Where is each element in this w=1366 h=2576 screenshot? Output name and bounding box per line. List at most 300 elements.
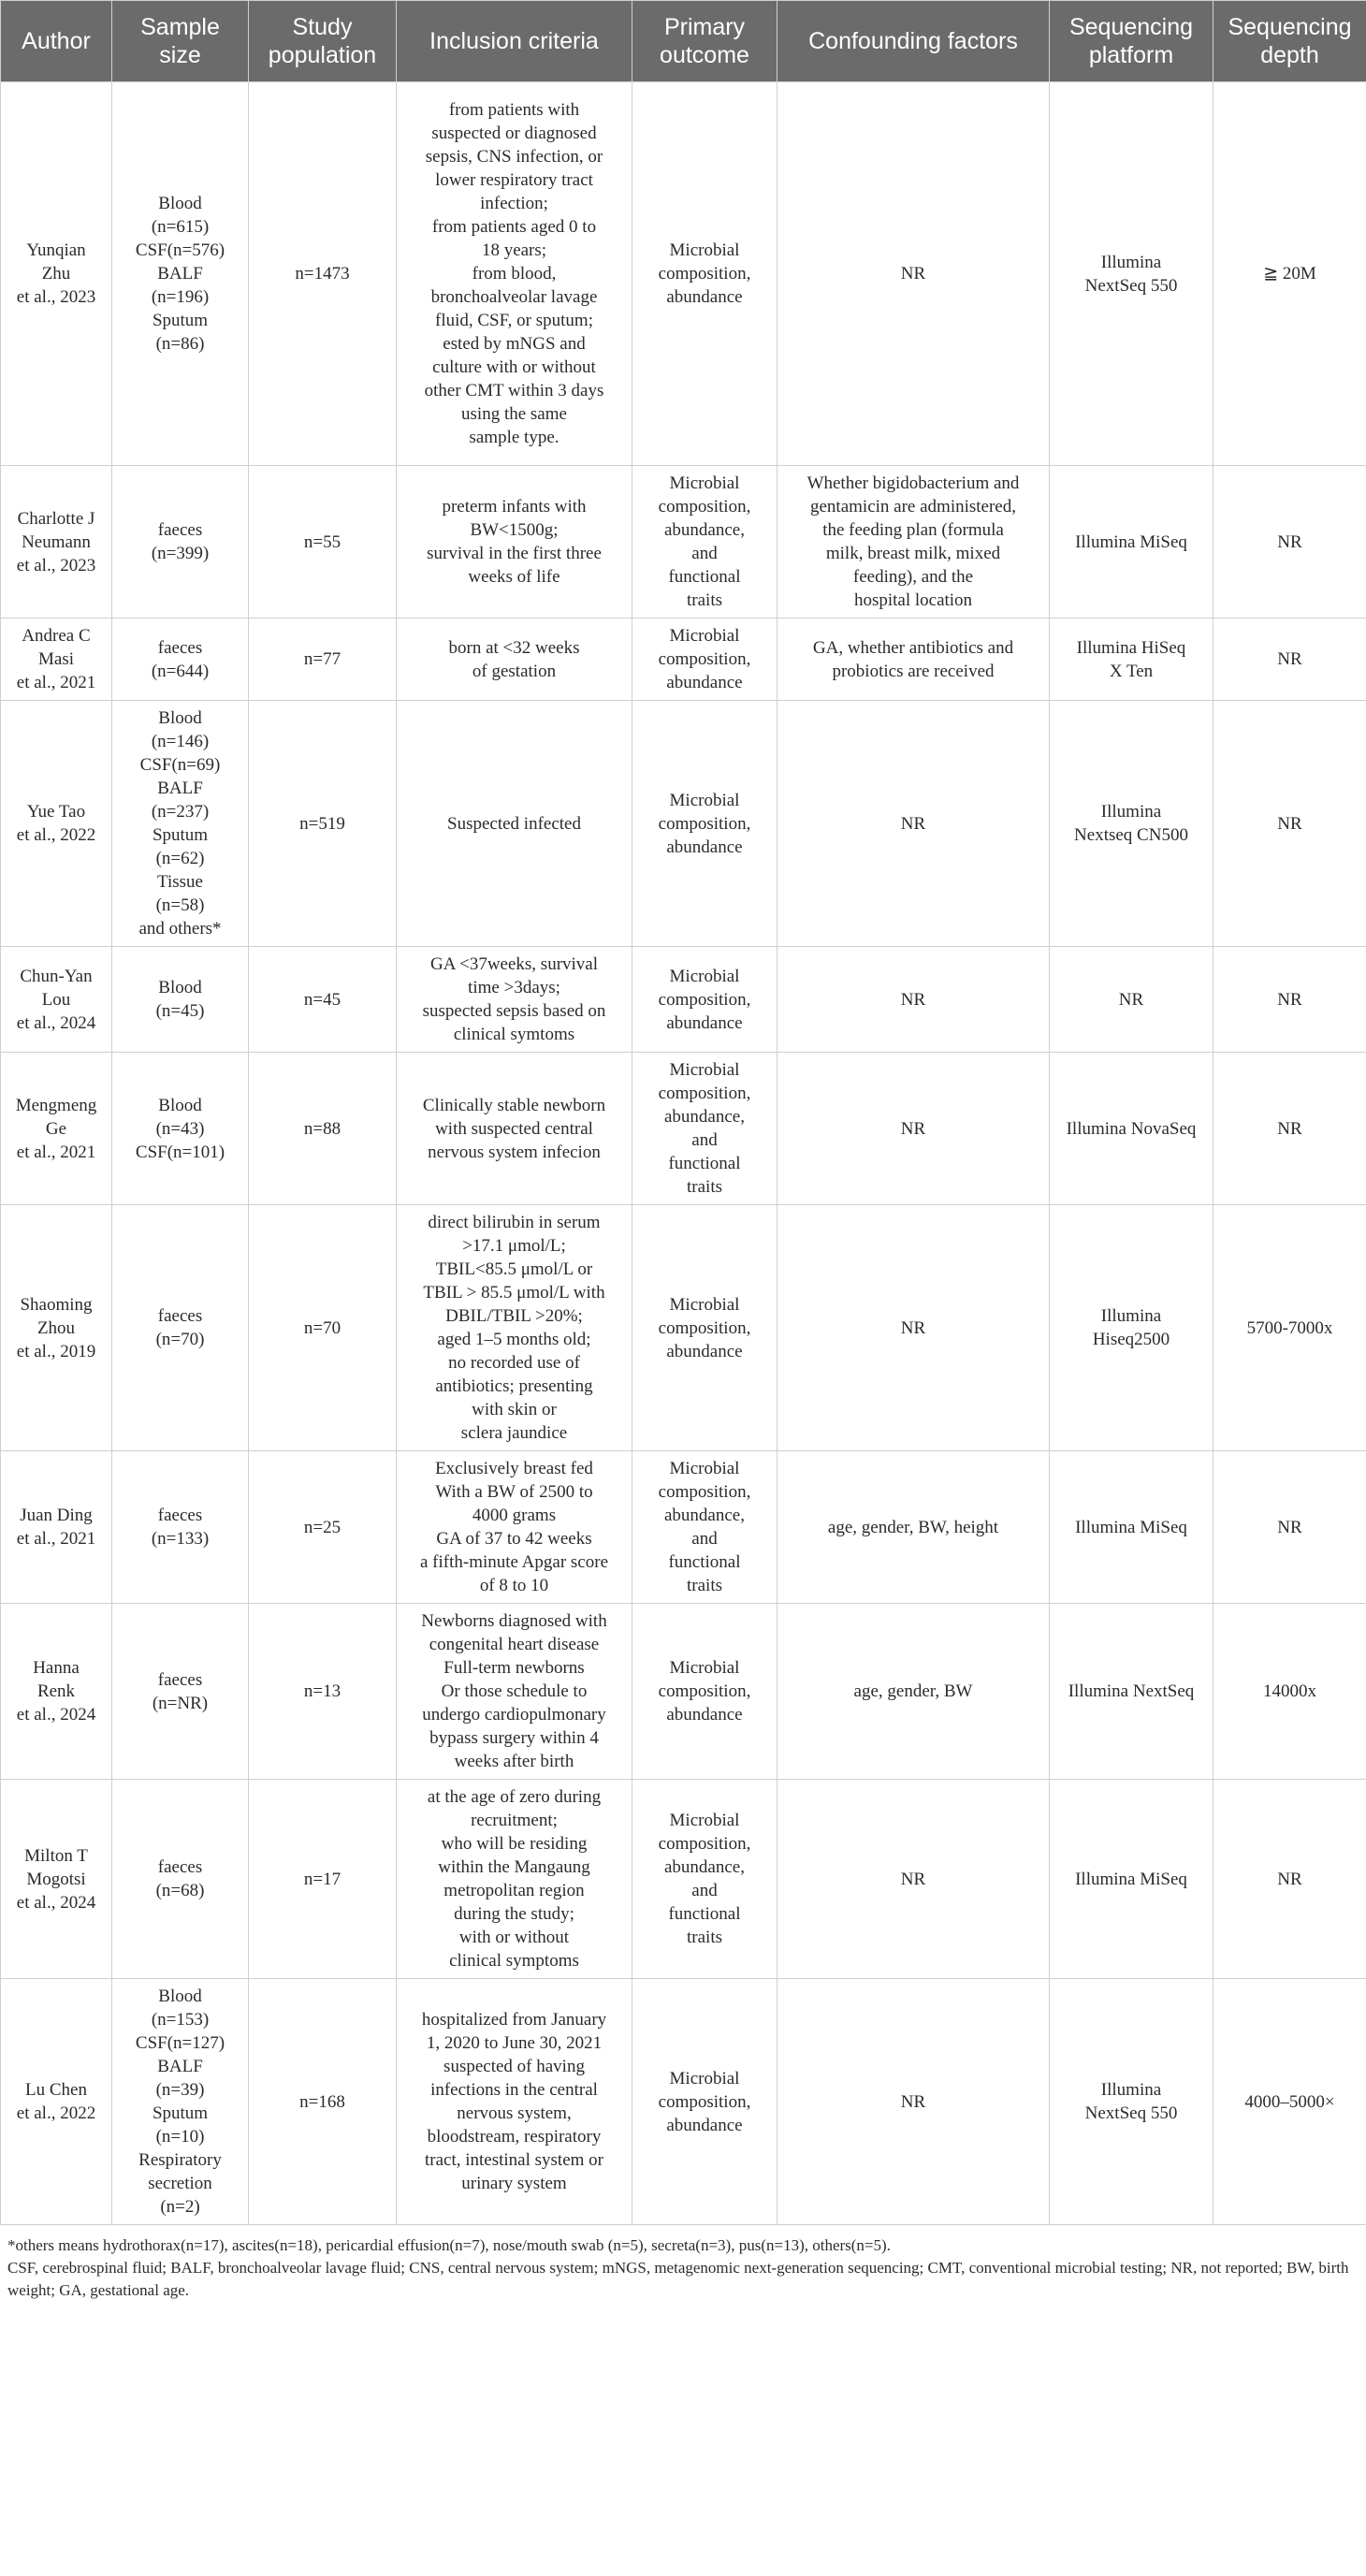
criteria-line: 4000 grams — [472, 1506, 557, 1525]
author-line: Yue Tao — [26, 802, 86, 822]
platform-line: Hiseq2500 — [1092, 1330, 1170, 1349]
criteria-line: bronchoalveolar lavage — [430, 287, 598, 307]
primary-outcome-cell — [632, 619, 777, 701]
outcome-line: Microbial — [669, 240, 740, 260]
sample-line: and others* — [138, 919, 222, 939]
outcome-line: and — [691, 544, 718, 563]
sequencing-platform-cell — [1050, 1604, 1213, 1780]
confounding-line: NR — [900, 1317, 926, 1338]
sample-line: faeces — [157, 1669, 203, 1690]
confounding-line: NR — [900, 1118, 926, 1139]
confounding-line: Whether bigidobacterium and — [807, 473, 1020, 493]
author-line: et al., 2021 — [16, 673, 96, 692]
outcome-line: Microbial — [669, 1294, 740, 1315]
outcome-line: composition, — [658, 1084, 751, 1103]
author-cell — [1, 1604, 112, 1780]
author-line: et al., 2023 — [16, 555, 96, 575]
criteria-line: undergo cardiopulmonary — [422, 1705, 606, 1725]
table-row — [1, 82, 1366, 466]
header-sequencing-platform: Sequencing platform — [1050, 1, 1213, 82]
criteria-line: TBIL > 85.5 μmol/L with — [423, 1283, 605, 1303]
depth-line: NR — [1277, 1118, 1302, 1139]
outcome-line: composition, — [658, 1317, 751, 1338]
confounding-line: NR — [900, 2091, 926, 2112]
criteria-line: preterm infants with — [442, 497, 587, 517]
platform-line: NextSeq 550 — [1084, 2103, 1178, 2123]
criteria-line: BW<1500g; — [470, 520, 559, 540]
table-row — [1, 1979, 1366, 2225]
author-cell — [1, 1205, 112, 1451]
confounding-factors-cell — [777, 466, 1050, 619]
criteria-line: hospitalized from January — [421, 2010, 607, 2030]
sequencing-depth-cell — [1213, 1604, 1366, 1780]
outcome-line: composition, — [658, 989, 751, 1010]
criteria-line: with or without — [458, 1928, 570, 1947]
platform-line: Illumina — [1100, 252, 1162, 272]
platform-line: Illumina MiSeq — [1075, 531, 1187, 552]
outcome-line: traits — [687, 1576, 722, 1595]
criteria-line: Full-term newborns — [443, 1658, 585, 1678]
criteria-line: aged 1–5 months old; — [437, 1330, 591, 1349]
author-cell — [1, 1053, 112, 1205]
confounding-line: probiotics are received — [832, 661, 995, 681]
table-row — [1, 1604, 1366, 1780]
outcome-line: abundance — [666, 837, 743, 857]
author-cell — [1, 1780, 112, 1979]
study-population-cell: n=519 — [249, 701, 397, 947]
sample-line: CSF(n=101) — [135, 1142, 225, 1162]
outcome-line: composition, — [658, 649, 751, 669]
sample-line: (n=68) — [155, 1881, 205, 1900]
sample-size-cell — [112, 1780, 249, 1979]
author-line: Hanna — [33, 1658, 80, 1678]
criteria-line: Exclusively breast fed — [435, 1459, 593, 1478]
criteria-line: who will be residing — [441, 1834, 588, 1854]
sample-line: BALF — [157, 264, 203, 284]
author-line: Shaoming — [20, 1294, 93, 1315]
author-cell — [1, 619, 112, 701]
sample-line: (n=NR) — [152, 1693, 209, 1713]
sequencing-platform-cell — [1050, 947, 1213, 1053]
study-population-cell: n=55 — [249, 466, 397, 619]
outcome-line: Microbial — [669, 1060, 740, 1080]
sample-size-cell — [112, 1451, 249, 1604]
author-line: et al., 2021 — [16, 1529, 96, 1549]
outcome-line: composition, — [658, 2091, 751, 2112]
criteria-line: sepsis, CNS infection, or — [425, 147, 603, 167]
criteria-line: at the age of zero during — [427, 1787, 602, 1807]
criteria-line: weeks of life — [468, 567, 560, 587]
sample-size-cell — [112, 1979, 249, 2225]
table-row — [1, 701, 1366, 947]
platform-line: NextSeq 550 — [1084, 275, 1178, 296]
outcome-line: functional — [668, 1904, 741, 1924]
outcome-line: Microbial — [669, 1459, 740, 1478]
criteria-line: from patients with — [448, 100, 580, 120]
criteria-line: clinical symtoms — [453, 1025, 575, 1044]
author-line: Andrea C — [22, 626, 91, 646]
outcome-line: Microbial — [669, 1811, 740, 1830]
outcome-line: traits — [687, 590, 722, 610]
sample-line: (n=615) — [151, 217, 210, 237]
criteria-line: during the study; — [454, 1904, 574, 1924]
study-population-cell: n=45 — [249, 947, 397, 1053]
author-cell — [1, 82, 112, 466]
outcome-line: abundance, — [664, 1107, 745, 1127]
author-line: et al., 2022 — [16, 825, 96, 845]
confounding-factors-cell — [777, 82, 1050, 466]
confounding-line: GA, whether antibiotics and — [812, 637, 1014, 658]
sample-line: (n=644) — [151, 661, 210, 681]
outcome-line: Microbial — [669, 966, 740, 986]
study-population-cell: n=13 — [249, 1604, 397, 1780]
depth-line: NR — [1277, 813, 1302, 834]
confounding-line: gentamicin are administered, — [810, 497, 1016, 517]
author-line: Juan Ding — [20, 1506, 93, 1525]
sample-line: (n=133) — [151, 1529, 210, 1549]
author-line: Zhou — [36, 1317, 76, 1338]
platform-line: Illumina — [1100, 802, 1162, 822]
sample-line: (n=10) — [155, 2127, 205, 2147]
sequencing-depth-cell — [1213, 619, 1366, 701]
sequencing-platform-cell — [1050, 1451, 1213, 1604]
author-line: et al., 2024 — [16, 1012, 96, 1033]
sample-line: faeces — [157, 1857, 203, 1877]
sample-line: CSF(n=576) — [135, 240, 225, 260]
author-cell — [1, 947, 112, 1053]
sample-line: Tissue — [157, 872, 203, 892]
sequencing-platform-cell — [1050, 1205, 1213, 1451]
criteria-line: antibiotics; presenting — [435, 1376, 593, 1396]
outcome-line: traits — [687, 1928, 722, 1947]
author-line: et al., 2021 — [16, 1142, 96, 1162]
author-line: Charlotte J — [17, 508, 95, 529]
sample-line: CSF(n=127) — [135, 2033, 225, 2053]
platform-line: X Ten — [1109, 661, 1154, 681]
inclusion-criteria-cell — [397, 947, 632, 1053]
criteria-line: of 8 to 10 — [479, 1576, 549, 1595]
criteria-line: no recorded use of — [448, 1353, 580, 1373]
criteria-line: infections in the central — [430, 2080, 598, 2100]
criteria-line: metropolitan region — [443, 1881, 585, 1900]
criteria-line: culture with or without — [432, 357, 596, 377]
confounding-factors-cell — [777, 1979, 1050, 2225]
sample-line: (n=2) — [160, 2197, 200, 2217]
table-row — [1, 1053, 1366, 1205]
criteria-line: urinary system — [461, 2174, 567, 2193]
criteria-line: with suspected central — [435, 1118, 593, 1139]
confounding-factors-cell — [777, 1451, 1050, 1604]
author-line: Lu Chen — [25, 2080, 87, 2100]
outcome-line: functional — [668, 1154, 741, 1173]
depth-line: NR — [1277, 989, 1302, 1010]
criteria-line: other CMT within 3 days — [424, 381, 604, 400]
sample-line: (n=237) — [151, 802, 210, 822]
outcome-line: abundance, — [664, 1506, 745, 1525]
confounding-line: NR — [900, 989, 926, 1010]
outcome-line: and — [691, 1881, 718, 1900]
sample-line: Sputum — [152, 311, 209, 330]
study-population-cell: n=25 — [249, 1451, 397, 1604]
sample-line: Respiratory — [138, 2150, 222, 2170]
outcome-line: abundance — [666, 673, 743, 692]
author-line: Renk — [36, 1681, 76, 1701]
sequencing-platform-cell — [1050, 82, 1213, 466]
criteria-line: bypass surgery within 4 — [429, 1728, 599, 1748]
platform-line: NR — [1118, 989, 1144, 1010]
criteria-line: of gestation — [472, 661, 557, 681]
criteria-line: direct bilirubin in serum — [428, 1213, 601, 1232]
author-line: Chun-Yan — [20, 966, 93, 986]
confounding-line: age, gender, BW, height — [827, 1517, 999, 1537]
sample-line: Blood — [158, 1095, 202, 1115]
primary-outcome-cell — [632, 947, 777, 1053]
study-population-cell: n=1473 — [249, 82, 397, 466]
confounding-line: NR — [900, 1869, 926, 1889]
outcome-line: abundance — [666, 287, 743, 307]
criteria-line: survival in the first three — [427, 544, 602, 563]
author-cell — [1, 466, 112, 619]
confounding-line: feeding), and the — [852, 567, 974, 587]
outcome-line: composition, — [658, 1681, 751, 1701]
platform-line: Illumina NovaSeq — [1066, 1118, 1197, 1139]
confounding-factors-cell — [777, 1205, 1050, 1451]
author-line: et al., 2019 — [16, 1341, 96, 1361]
sequencing-depth-cell — [1213, 466, 1366, 619]
criteria-line: infection; — [480, 194, 548, 213]
confounding-factors-cell — [777, 619, 1050, 701]
primary-outcome-cell — [632, 1053, 777, 1205]
sample-line: Sputum — [152, 2103, 209, 2123]
outcome-line: abundance, — [664, 1857, 745, 1877]
sample-line: Sputum — [152, 825, 209, 845]
outcome-line: traits — [687, 1177, 722, 1197]
criteria-line: from blood, — [472, 264, 557, 284]
sequencing-depth-cell — [1213, 701, 1366, 947]
confounding-factors-cell — [777, 1780, 1050, 1979]
outcome-line: composition, — [658, 264, 751, 284]
depth-line: 14000x — [1263, 1681, 1316, 1701]
table-footnotes — [0, 2225, 1366, 2302]
sequencing-depth-cell — [1213, 1979, 1366, 2225]
sample-line: faeces — [157, 520, 203, 540]
sample-line: (n=153) — [151, 2010, 210, 2030]
platform-line: Illumina — [1100, 1306, 1162, 1326]
table-row — [1, 1205, 1366, 1451]
author-cell — [1, 1979, 112, 2225]
study-population-cell: n=168 — [249, 1979, 397, 2225]
header-sequencing-depth: Sequencing depth — [1213, 1, 1366, 82]
primary-outcome-cell — [632, 701, 777, 947]
outcome-line: Microbial — [669, 790, 740, 810]
sequencing-platform-cell — [1050, 466, 1213, 619]
sequencing-platform-cell — [1050, 1053, 1213, 1205]
sample-line: BALF — [157, 2057, 203, 2076]
sample-line: (n=86) — [155, 334, 205, 354]
author-line: et al., 2024 — [16, 1892, 96, 1913]
criteria-line: recruitment; — [471, 1811, 558, 1830]
criteria-line: 18 years; — [481, 240, 547, 260]
sample-line: (n=196) — [151, 287, 210, 307]
criteria-line: time >3days; — [468, 978, 560, 997]
confounding-line: NR — [900, 813, 926, 834]
sample-size-cell — [112, 1205, 249, 1451]
outcome-line: Microbial — [669, 473, 740, 493]
sequencing-platform-cell — [1050, 701, 1213, 947]
criteria-line: within the Mangaung — [438, 1857, 590, 1877]
outcome-line: Microbial — [669, 1658, 740, 1678]
sample-size-cell — [112, 701, 249, 947]
criteria-line: bloodstream, respiratory — [427, 2127, 602, 2147]
author-line: et al., 2022 — [16, 2103, 96, 2123]
outcome-line: abundance — [666, 1341, 743, 1361]
footnote-others: *others means hydrothorax(n=17), ascites(n=18), pericardial effusion(n=7), nose/mouth swab (n=5), secreta(n=3), pus(n=13), others(n=5). — [7, 2236, 891, 2254]
author-line: et al., 2024 — [16, 1705, 96, 1725]
primary-outcome-cell — [632, 1205, 777, 1451]
criteria-line: a fifth-minute Apgar score — [419, 1552, 608, 1572]
criteria-line: Or those schedule to — [441, 1681, 588, 1701]
criteria-line: 1, 2020 to June 30, 2021 — [426, 2033, 603, 2053]
author-line: Ge — [45, 1118, 67, 1139]
study-population-cell: n=77 — [249, 619, 397, 701]
primary-outcome-cell — [632, 1604, 777, 1780]
primary-outcome-cell — [632, 1979, 777, 2225]
sample-size-cell — [112, 947, 249, 1053]
outcome-line: composition, — [658, 1834, 751, 1854]
outcome-line: functional — [668, 1552, 741, 1572]
table-body — [1, 82, 1366, 2225]
criteria-line: lower respiratory tract — [435, 170, 593, 190]
criteria-line: with skin or — [472, 1400, 557, 1419]
depth-line: ≧ 20M — [1263, 264, 1316, 284]
platform-line: Illumina HiSeq — [1076, 637, 1186, 658]
confounding-line: age, gender, BW — [853, 1681, 973, 1701]
sequencing-depth-cell — [1213, 1053, 1366, 1205]
platform-line: Nextseq CN500 — [1074, 825, 1188, 845]
author-line: Mengmeng — [15, 1095, 97, 1115]
author-line: Milton T — [24, 1845, 88, 1866]
footnote-abbreviations: CSF, cerebrospinal fluid; BALF, bronchoalveolar lavage fluid; CNS, central nervous system; mNGS, metagenomic next-generation sequencing; CMT, conventional microbial testing; NR, not reported; BW, birth weight; GA, gestational age. — [7, 2259, 1349, 2299]
sequencing-depth-cell — [1213, 1780, 1366, 1979]
inclusion-criteria-cell — [397, 1780, 632, 1979]
outcome-line: abundance — [666, 1012, 743, 1033]
platform-line: Illumina — [1100, 2080, 1162, 2100]
criteria-line: sample type. — [469, 428, 559, 447]
depth-line: NR — [1277, 1869, 1302, 1889]
header-inclusion-criteria: Inclusion criteria — [397, 1, 632, 82]
header-row — [1, 1, 1366, 82]
confounding-line: hospital location — [853, 590, 973, 610]
primary-outcome-cell — [632, 1780, 777, 1979]
platform-line: Illumina NextSeq — [1068, 1681, 1195, 1701]
sample-line: CSF(n=69) — [139, 755, 221, 775]
study-population-cell: n=88 — [249, 1053, 397, 1205]
outcome-line: and — [691, 1529, 718, 1549]
sample-size-cell — [112, 619, 249, 701]
criteria-line: >17.1 μmol/L; — [462, 1236, 566, 1256]
criteria-line: nervous system infecion — [428, 1142, 601, 1162]
header-primary-outcome: Primary outcome — [632, 1, 777, 82]
confounding-factors-cell — [777, 701, 1050, 947]
inclusion-criteria-cell — [397, 701, 632, 947]
outcome-line: abundance — [666, 2115, 743, 2135]
inclusion-criteria-cell — [397, 619, 632, 701]
criteria-line: With a BW of 2500 to — [435, 1482, 593, 1502]
sequencing-depth-cell — [1213, 82, 1366, 466]
sample-size-cell — [112, 466, 249, 619]
confounding-factors-cell — [777, 1604, 1050, 1780]
criteria-line: using the same — [461, 404, 567, 424]
confounding-line: NR — [900, 264, 926, 284]
outcome-line: composition, — [658, 813, 751, 834]
header-author: Author — [1, 1, 112, 82]
outcome-line: and — [691, 1130, 718, 1150]
sample-line: secretion — [148, 2174, 212, 2193]
sample-line: BALF — [157, 779, 203, 798]
author-line: Mogotsi — [26, 1869, 86, 1889]
inclusion-criteria-cell — [397, 1053, 632, 1205]
criteria-line: born at <32 weeks — [448, 637, 580, 658]
sample-size-cell — [112, 82, 249, 466]
criteria-line: weeks after birth — [454, 1752, 574, 1771]
sample-line: (n=70) — [155, 1330, 205, 1349]
inclusion-criteria-cell — [397, 1979, 632, 2225]
sample-line: (n=399) — [151, 544, 210, 563]
author-line: Yunqian — [26, 240, 86, 260]
author-line: Zhu — [41, 264, 71, 284]
confounding-factors-cell — [777, 1053, 1050, 1205]
inclusion-criteria-cell — [397, 1604, 632, 1780]
study-population-cell: n=17 — [249, 1780, 397, 1979]
criteria-line: Suspected infected — [447, 813, 581, 834]
author-line: Neumann — [22, 531, 91, 552]
inclusion-criteria-cell — [397, 82, 632, 466]
study-population-cell: n=70 — [249, 1205, 397, 1451]
sample-size-cell — [112, 1053, 249, 1205]
primary-outcome-cell — [632, 82, 777, 466]
sample-line: (n=146) — [151, 732, 210, 751]
criteria-line: sclera jaundice — [460, 1423, 568, 1443]
depth-line: NR — [1277, 649, 1302, 669]
criteria-line: congenital heart disease — [429, 1635, 600, 1654]
sequencing-platform-cell — [1050, 1979, 1213, 2225]
confounding-factors-cell — [777, 947, 1050, 1053]
sample-line: Blood — [158, 978, 202, 997]
criteria-line: from patients aged 0 to — [431, 217, 597, 237]
header-study-population: Study population — [249, 1, 397, 82]
outcome-line: functional — [668, 567, 741, 587]
sample-line: Blood — [158, 708, 202, 728]
criteria-line: clinical symptoms — [449, 1951, 579, 1971]
criteria-line: tract, intestinal system or — [424, 2150, 603, 2170]
criteria-line: suspected sepsis based on — [422, 1001, 606, 1021]
author-cell — [1, 701, 112, 947]
depth-line: 4000–5000× — [1244, 2091, 1335, 2112]
inclusion-criteria-cell — [397, 1205, 632, 1451]
criteria-line: fluid, CSF, or sputum; — [435, 311, 593, 330]
outcome-line: composition, — [658, 1482, 751, 1502]
sequencing-depth-cell — [1213, 947, 1366, 1053]
table-row — [1, 1451, 1366, 1604]
sample-size-cell — [112, 1604, 249, 1780]
depth-line: 5700-7000x — [1246, 1317, 1333, 1338]
primary-outcome-cell — [632, 466, 777, 619]
sample-line: (n=62) — [155, 849, 205, 868]
criteria-line: GA <37weeks, survival — [429, 954, 599, 974]
outcome-line: abundance, — [664, 520, 745, 540]
platform-line: Illumina MiSeq — [1075, 1869, 1187, 1889]
criteria-line: nervous system, — [457, 2103, 572, 2123]
